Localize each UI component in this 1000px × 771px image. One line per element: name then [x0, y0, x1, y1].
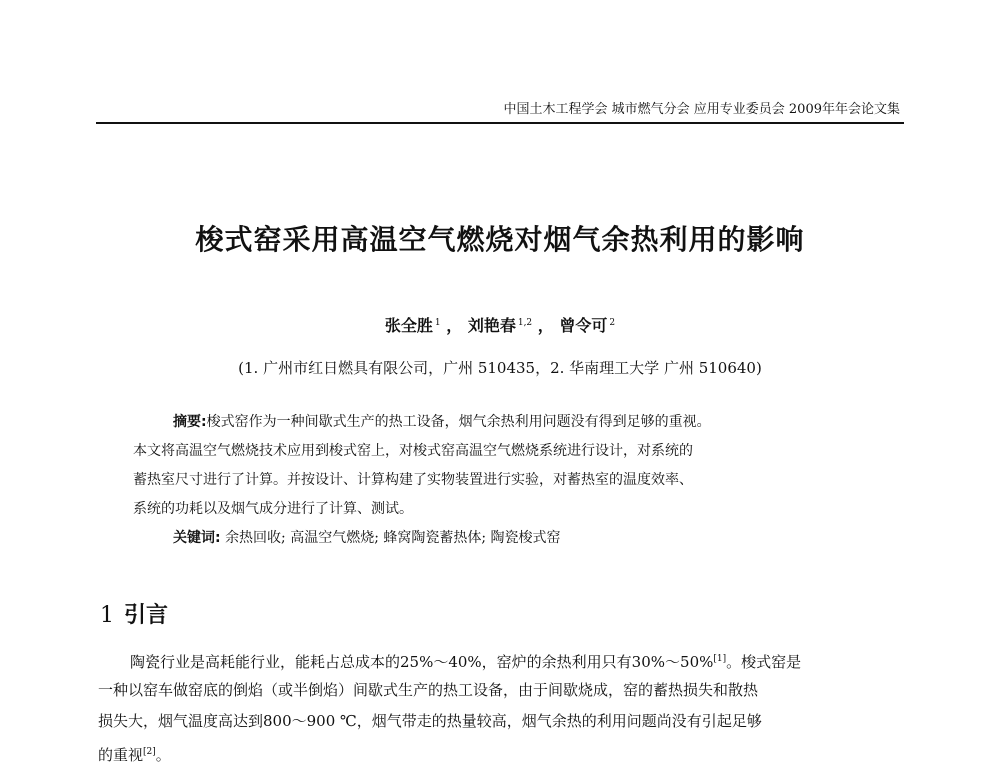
abstract-line: 系统的功耗以及烟气成分进行了计算、测试。: [133, 501, 413, 517]
abstract-line: 本文将高温空气燃烧技术应用到梭式窑上，对梭式窑高温空气燃烧系统进行设计，对系统的: [133, 443, 693, 459]
author-separator: ，: [446, 316, 463, 335]
author-name: 张全胜: [384, 316, 433, 335]
abstract-line: 蓄热室尺寸进行了计算。并按设计、计算构建了实物装置进行实验，对蓄热室的温度效率、: [133, 472, 693, 488]
keywords-line: [133, 524, 873, 553]
affiliations: (1. 广州市红日燃具有限公司，广州 510435，2. 华南理工大学 广州 510640): [238, 359, 762, 377]
citation: [1]: [713, 654, 727, 664]
section-heading: [100, 598, 168, 629]
author-separator: ，: [537, 316, 554, 335]
paper-title: 梭式窑采用高温空气燃烧对烟气余热利用的影响: [195, 223, 805, 256]
keywords-label: 关键词:: [173, 530, 221, 546]
abstract-line: [133, 408, 873, 437]
author-name: 曾令可: [559, 316, 608, 335]
section-body: [98, 644, 900, 768]
author-list: [0, 313, 1000, 336]
author-affiliation-mark: 2: [609, 317, 616, 328]
body-line: 损失大，烟气温度高达到800～900 ℃，烟气带走的热量较高，烟气余热的利用问题尚没有引起足够: [98, 712, 762, 730]
abstract-text: 梭式窑作为一种间歇式生产的热工设备，烟气余热利用问题没有得到足够的重视。: [206, 414, 711, 430]
abstract-label: 摘要:: [173, 414, 207, 430]
header-rule: [96, 122, 904, 124]
body-line: [98, 644, 900, 675]
body-line: [98, 737, 900, 768]
body-text: 。梭式窑是: [726, 653, 802, 671]
section-number: 1: [100, 603, 114, 628]
running-head: 中国土木工程学会 城市燃气分会 应用专业委员会 2009年年会论文集: [503, 102, 900, 117]
author-name: 刘艳春: [467, 316, 516, 335]
body-text: 。: [155, 746, 171, 764]
body-line: 一种以窑车做窑底的倒焰（或半倒焰）间歇式生产的热工设备，由于间歇烧成，窑的蓄热损失和散热: [98, 681, 759, 699]
section-title: 引言: [124, 602, 169, 628]
keywords-text: 余热回收; 高温空气燃烧; 蜂窝陶瓷蓄热体; 陶瓷梭式窑: [225, 530, 561, 546]
author-affiliation-mark: 1,2: [517, 317, 533, 328]
abstract-block: [133, 408, 873, 553]
author-affiliation-mark: 1: [434, 317, 441, 328]
body-text: 的重视: [98, 746, 144, 764]
citation: [2]: [143, 747, 156, 757]
body-text: 陶瓷行业是高耗能行业，能耗占总成本的25%～40%，窑炉的余热利用只有30%～50%: [130, 653, 714, 671]
